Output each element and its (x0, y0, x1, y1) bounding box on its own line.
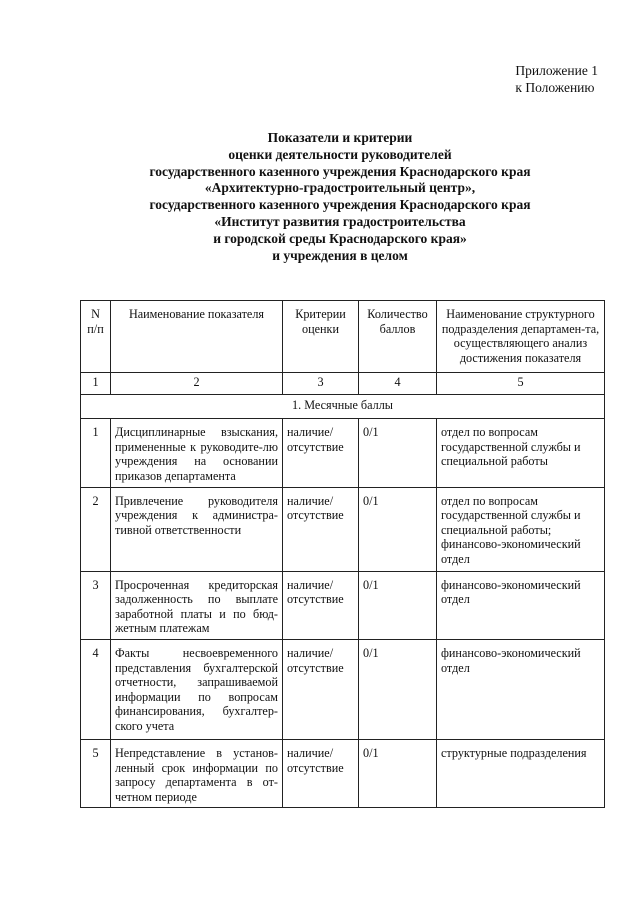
section-row (81, 394, 605, 419)
title-line: «Архитектурно-градостроительный центр», (204, 180, 476, 196)
row-points: 0/1 (359, 739, 437, 807)
title-line: «Институт развития градостроительства (214, 213, 466, 229)
row-criteria: наличие/ отсутствие (283, 571, 359, 639)
title-line: государственного казенного учреждения Краснодарского края (149, 163, 531, 179)
row-points: 0/1 (359, 571, 437, 639)
row-indicator: Непредставление в установ-ленный срок информации по запросу департамента в от-четном периоде (111, 739, 283, 807)
column-number: 5 (437, 373, 605, 395)
title-line: и учреждения в целом (272, 247, 408, 263)
title-line: Показатели и критерии (267, 130, 413, 145)
appendix-line-1: Приложение 1 (515, 63, 598, 78)
row-number: 4 (81, 639, 111, 739)
appendix-note (515, 62, 598, 96)
row-indicator: Привлечение руководителя учреждения к администра-тивной ответственности (111, 487, 283, 571)
header-number: N п/п (81, 301, 111, 373)
row-department: финансово-экономический отдел (437, 571, 605, 639)
appendix-line-2: к Положению (515, 80, 595, 95)
column-number: 2 (111, 373, 283, 395)
row-department: отдел по вопросам государственной службы и специальной работы; финансово-экономический отдел (437, 487, 605, 571)
header-points: Количество баллов (359, 301, 437, 373)
row-department: структурные подразделения (437, 739, 605, 807)
row-criteria: наличие/ отсутствие (283, 739, 359, 807)
row-indicator: Дисциплинарные взыскания, примененные к руководите-лю учреждения на основании приказов департамента (111, 419, 283, 487)
row-number: 5 (81, 739, 111, 807)
column-number-row (81, 373, 605, 395)
section-title: 1. Месячные баллы (81, 394, 605, 419)
column-number: 1 (81, 373, 111, 395)
row-indicator: Просроченная кредиторская задолженность по выплате заработной платы и по бюд-жетным платежам (111, 571, 283, 639)
table-row (81, 571, 605, 639)
header-criteria: Критерии оценки (283, 301, 359, 373)
row-department: отдел по вопросам государственной службы и специальной работы (437, 419, 605, 487)
row-criteria: наличие/ отсутствие (283, 639, 359, 739)
header-department: Наименование структурного подразделения департамен-та, осуществляющего анализ достижения показателя (437, 301, 605, 373)
table-row (81, 487, 605, 571)
column-number: 3 (283, 373, 359, 395)
row-points: 0/1 (359, 639, 437, 739)
table-row (81, 639, 605, 739)
criteria-table (80, 300, 605, 808)
table-header-row (81, 301, 605, 373)
row-criteria: наличие/ отсутствие (283, 487, 359, 571)
document-title (70, 130, 610, 264)
header-indicator: Наименование показателя (111, 301, 283, 373)
title-line: оценки деятельности руководителей (228, 146, 452, 162)
table-row (81, 739, 605, 807)
row-number: 3 (81, 571, 111, 639)
title-line: государственного казенного учреждения Краснодарского края (149, 197, 531, 213)
row-department: финансово-экономический отдел (437, 639, 605, 739)
row-criteria: наличие/ отсутствие (283, 419, 359, 487)
row-points: 0/1 (359, 419, 437, 487)
row-number: 1 (81, 419, 111, 487)
column-number: 4 (359, 373, 437, 395)
title-line: и городской среды Краснодарского края» (213, 230, 467, 246)
row-points: 0/1 (359, 487, 437, 571)
row-number: 2 (81, 487, 111, 571)
row-indicator: Факты несвоевременного представления бухгалтерской отчетности, запрашиваемой информации по вопросам финансирования, бухгалтер-ского учета (111, 639, 283, 739)
table-row (81, 419, 605, 487)
